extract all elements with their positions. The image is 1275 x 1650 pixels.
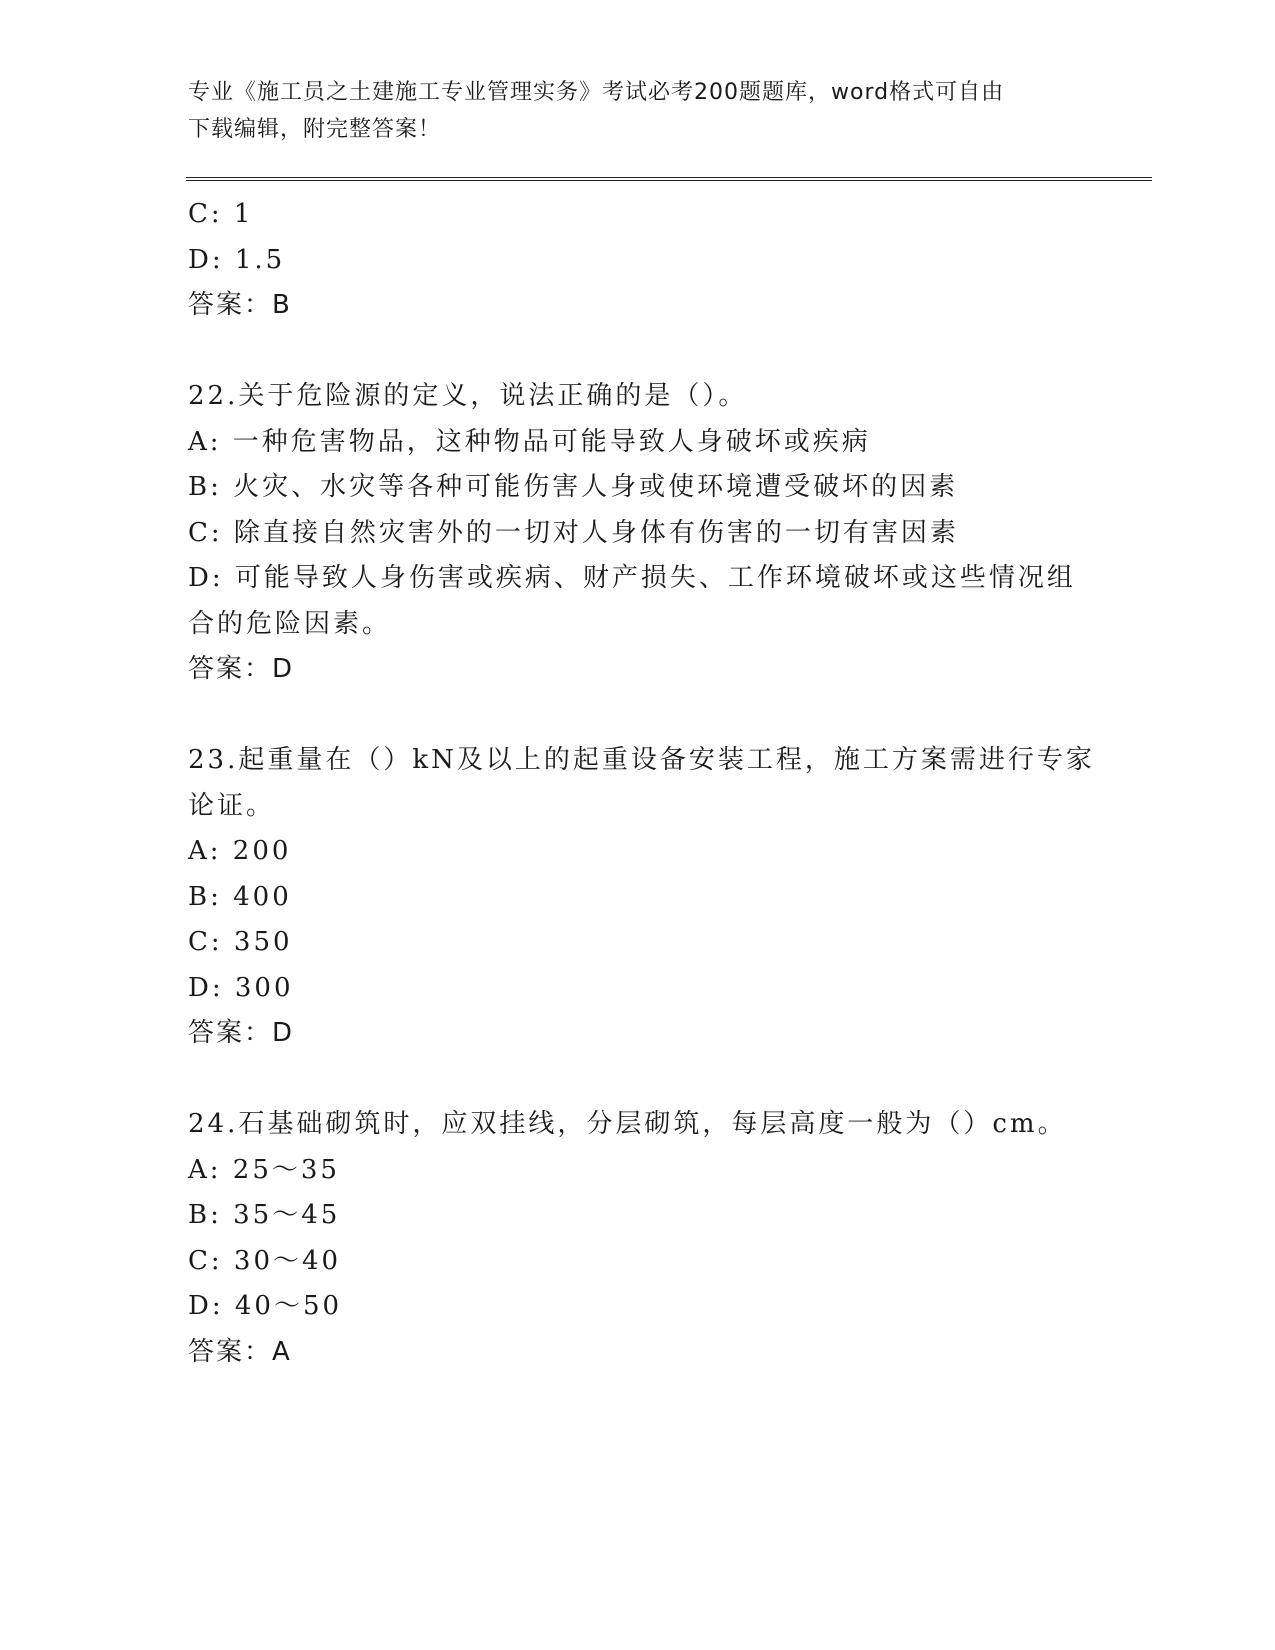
answer-label: 答案：B — [188, 290, 292, 320]
option-b: B: 火灾、水灾等各种可能伤害人身或使环境遭受破坏的因素 — [188, 472, 959, 502]
option-b: B: 400 — [188, 881, 292, 912]
option-d: D: 300 — [188, 972, 294, 1003]
spacer — [188, 329, 1088, 375]
question-stem-continued: 论证。 — [188, 790, 276, 821]
option-a: A: 25～35 — [188, 1154, 340, 1185]
answer-label: 答案：D — [188, 1018, 295, 1048]
option-d-continued: 合的危险因素。 — [188, 608, 392, 639]
header-divider — [186, 177, 1152, 181]
option-d: D: 40～50 — [188, 1291, 343, 1321]
option-c: C: 30～40 — [188, 1245, 342, 1276]
option-a: A: 200 — [188, 836, 292, 866]
option-d: D: 1.5 — [188, 244, 286, 275]
question-stem: 24.石基础砌筑时，应双挂线，分层砌筑，每层高度一般为（）cm。 — [188, 1109, 1067, 1139]
answer-label: 答案：A — [188, 1336, 292, 1367]
spacer — [188, 1057, 1088, 1103]
question-content — [188, 192, 1095, 1375]
option-c: C: 1 — [188, 199, 254, 229]
option-a: A: 一种危害物品，这种物品可能导致人身破坏或疾病 — [188, 426, 871, 457]
page-header — [188, 74, 1068, 148]
option-c: C: 350 — [188, 927, 293, 957]
question-24 — [188, 1102, 1088, 1375]
question-stem: 23.起重量在（）kN及以上的起重设备安装工程，施工方案需进行专家 — [188, 745, 1095, 775]
question-22 — [188, 374, 1088, 693]
option-c: C: 除直接自然灾害外的一切对人身体有伤害的一切有害因素 — [188, 517, 959, 548]
prev-question-block — [188, 192, 1088, 329]
header-line-2: 下载编辑，附完整答案！ — [188, 117, 442, 142]
spacer — [188, 693, 1088, 739]
header-line-1: 专业《施工员之土建施工专业管理实务》考试必考200题题库，word格式可自由 — [188, 80, 1005, 105]
question-stem: 22.关于危险源的定义，说法正确的是（）。 — [188, 381, 748, 411]
option-b: B: 35～45 — [188, 1200, 341, 1230]
question-23 — [188, 738, 1095, 1057]
answer-label: 答案：D — [188, 654, 295, 684]
option-d: D: 可能导致人身伤害或疾病、财产损失、工作环境破坏或这些情况组 — [188, 563, 1076, 593]
